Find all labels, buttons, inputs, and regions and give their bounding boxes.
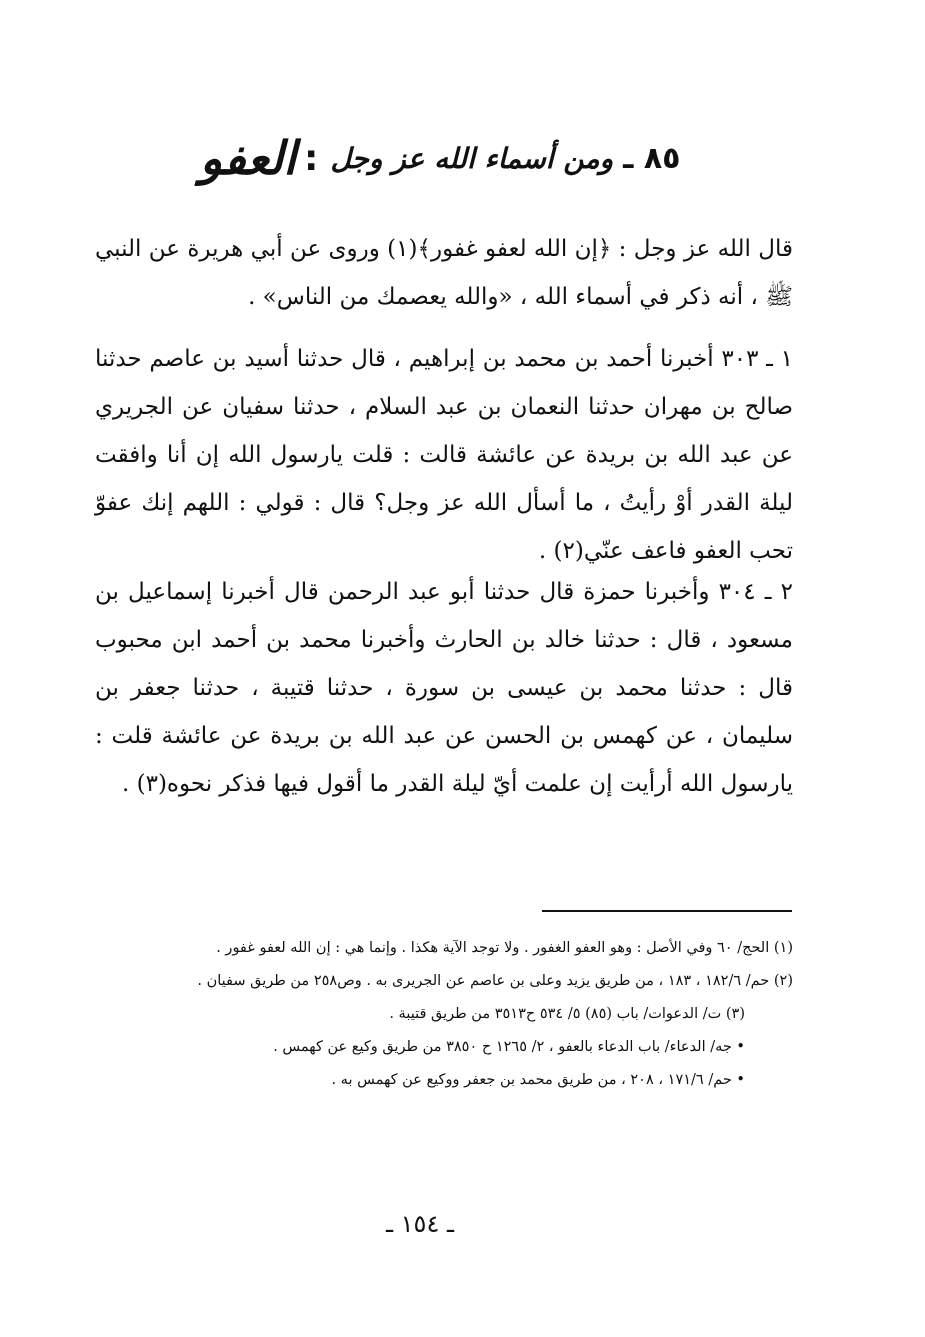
footnote-divider (542, 910, 792, 912)
heading-calligraphy: ومن أسماء الله عز وجل (330, 141, 614, 175)
heading-colon: : (304, 137, 319, 179)
footnote-3-bullet-1: • جه/ الدعاء/ باب الدعاء بالعفو ، ٢/ ١٢٦٥ ح ٣٨٥٠ من طريق وكيع عن كهمس . (273, 1039, 745, 1055)
section-heading (200, 118, 681, 198)
footnote-3: (٣) ت/ الدعوات/ باب (٨٥) ٥/ ٥٣٤ ح٣٥١٣ من طريق قتيبة . (389, 1006, 745, 1022)
hadith-paragraph-304: ٢ ـ ٣٠٤ وأخبرنا حمزة قال حدثنا أبو عبد الرحمن قال أخبرنا إسماعيل بن مسعود ، قال : حدثنا خالد بن الحارث وأخبرنا محمد بن أحمد ابن محبوب قال : حدثنا محمد بن عيسى بن سورة ، حدثنا قتيبة ، حدثنا جعفر بن سليمان ، عن كهمس بن الحسن عن عبد الله بن بريدة عن عائشة قلت : يارسول الله أرأيت إن علمت أيّ ليلة القدر ما أقول فيها فذكر نحوه(٣) . (95, 579, 793, 797)
page-number: ـ ١٥٤ ـ (385, 1210, 454, 1238)
section-number: ٨٥ ـ (623, 140, 681, 176)
footnote-2: (٢) حم/ ١٨٢/٦ ، ١٨٣ ، من طريق يزيد وعلى بن عاصم عن الجريرى به . وص٢٥٨ من طريق سفيان . (197, 973, 793, 989)
intro-paragraph: قال الله عز وجل : ﴿إن الله لعفو غفور﴾(١) وروى عن أبي هريرة عن النبي ﷺ ، أنه ذكر في أسماء الله ، «والله يعصمك من الناس» . (95, 236, 793, 310)
heading-title: العفو (200, 131, 297, 185)
hadith-paragraph-303: ١ ـ ٣٠٣ أخبرنا أحمد بن محمد بن إبراهيم ، قال حدثنا أسيد بن عاصم حدثنا صالح بن مهران حدثنا النعمان بن عبد السلام ، حدثنا سفيان عن الجريري عن عبد الله بن بريدة عن عائشة قالت : قلت يارسول الله إن أنا وافقت ليلة القدر أوْ رأيتُ ، ما أسأل الله عز وجل؟ قال : قولي : اللهم إنك عفوّ تحب العفو فاعف عنّي(٢) . (95, 346, 793, 564)
footnote-1: (١) الحج/ ٦٠ وفي الأصل : وهو العفو الغفور . ولا توجد الآية هكذا . وإنما هي : إن الله لعفو غفور . (216, 940, 793, 956)
footnotes (95, 932, 793, 1097)
footnote-3-bullet-2: • حم/ ١٧١/٦ ، ٢٠٨ ، من طريق محمد بن جعفر ووكيع عن كهمس به . (331, 1072, 745, 1088)
